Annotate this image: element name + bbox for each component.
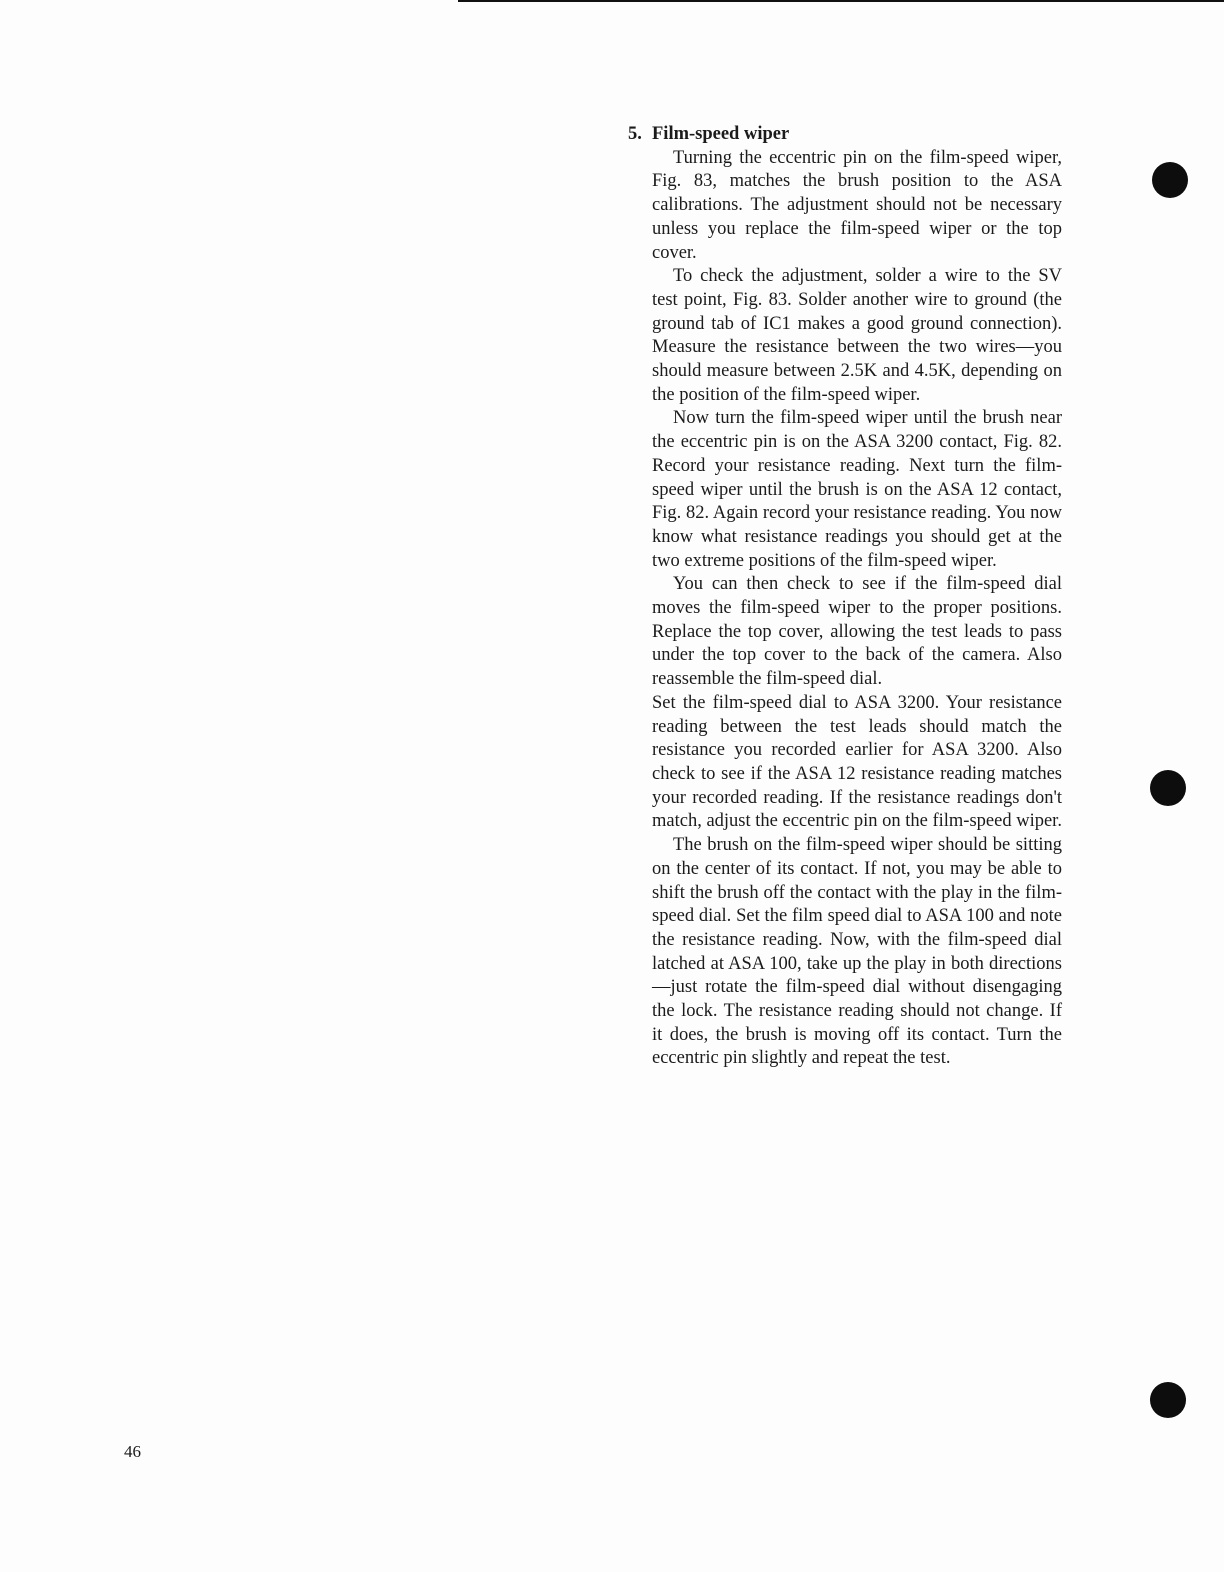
binder-hole-middle	[1150, 770, 1186, 806]
paragraph-2: To check the adjustment, solder a wire to the SV test point, Fig. 83. Solder another wire to ground (the ground tab of IC1 makes a good ground connection). Measure the resistance between the two wires—you should measure between 2.5K and 4.5K, depending on the position of the film-speed wiper.	[652, 266, 1062, 405]
section-number: 5.	[628, 124, 642, 144]
page-number: 46	[124, 1442, 141, 1461]
binder-hole-bottom	[1150, 1382, 1186, 1418]
section-heading	[628, 123, 1062, 147]
paragraph-1: Turning the eccentric pin on the film-speed wiper, Fig. 83, matches the brush position to the ASA calibrations. The adjustment should not be necessary unless you replace the film-speed wiper or the top cover.	[652, 147, 1062, 263]
top-edge-rule	[458, 0, 1224, 2]
binder-hole-top	[1152, 162, 1188, 198]
section-title: Film-speed wiper	[652, 124, 790, 144]
paragraph-5: Set the film-speed dial to ASA 3200. Your resistance reading between the test leads should match the resistance you recorded earlier for ASA 3200. Also check to see if the ASA 12 resistance reading matches your recorded reading. If the resistance readings don't match, adjust the eccentric pin on the film-speed wiper.	[652, 692, 1062, 832]
section-body	[652, 147, 1062, 1071]
paragraph-3: Now turn the film-speed wiper until the brush near the eccentric pin is on the ASA 3200 contact, Fig. 82. Record your resistance reading. Next turn the film-speed wiper until the brush is on the ASA 12 contact, Fig. 82. Again record your resistance reading. You now know what resistance readings you should get at the two extreme positions of the film-speed wiper.	[652, 408, 1062, 571]
text-column	[628, 123, 1062, 1071]
paragraph-4: You can then check to see if the film-speed dial moves the film-speed wiper to the proper positions. Replace the top cover, allowing the test leads to pass under the top cover to the back of the camera. Also reassemble the film-speed dial.	[652, 574, 1062, 690]
paragraph-6: The brush on the film-speed wiper should be sitting on the center of its contact. If not, you may be able to shift the brush off the contact with the play in the film-speed dial. Set the film speed dial to ASA 100 and note the resistance reading. Now, with the film-speed dial latched at ASA 100, take up the play in both directions—just rotate the film-speed dial without disengaging the lock. The resistance reading should not change. If it does, the brush is moving off its contact. Turn the eccentric pin slightly and repeat the test.	[652, 835, 1062, 1069]
